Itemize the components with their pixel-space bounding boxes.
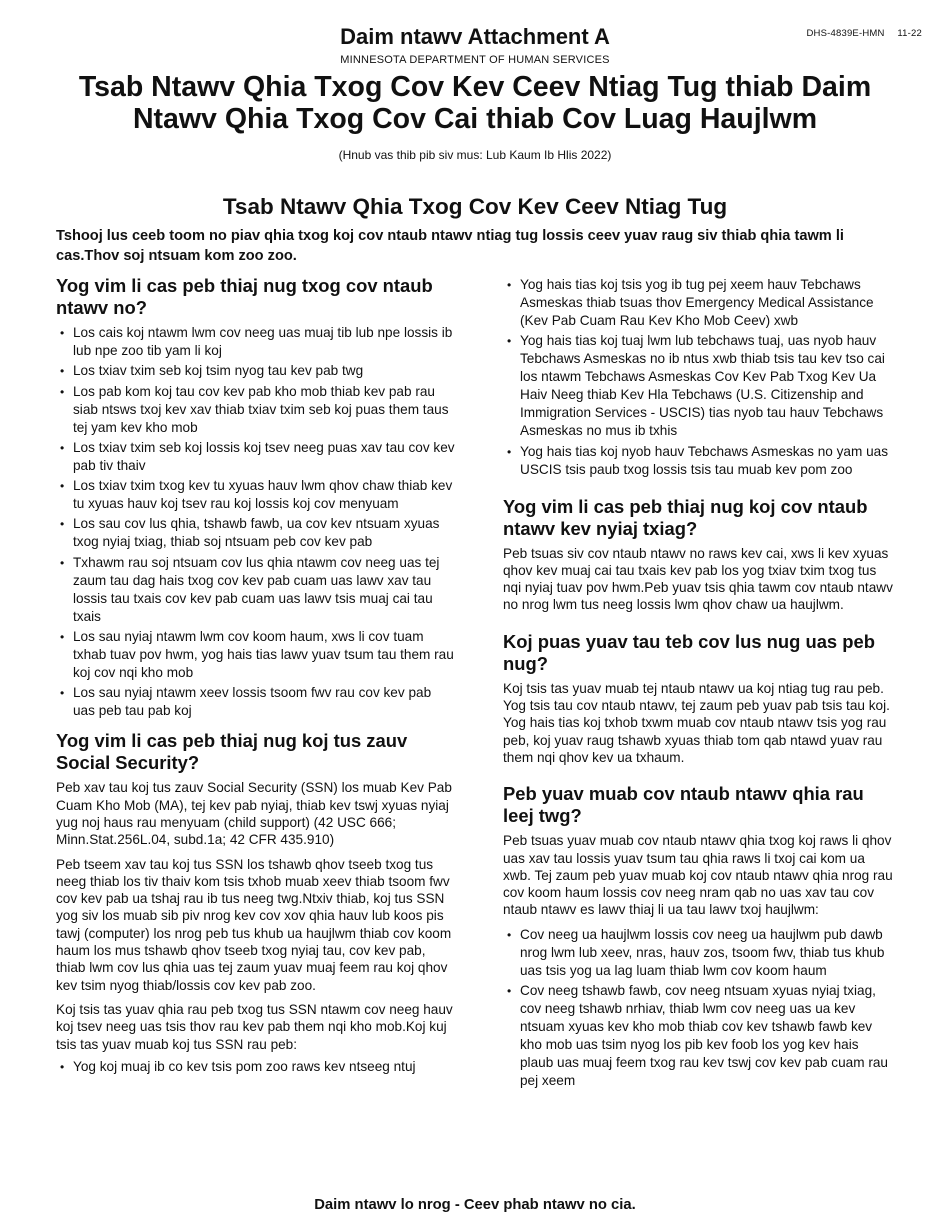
section-heading-why-ask-ssn: Yog vim li cas peb thiaj nug koj tus zauv Social Security? <box>56 730 408 774</box>
page-title <box>40 71 910 135</box>
reasons-list <box>56 324 456 720</box>
document-header <box>40 22 910 163</box>
section-heading-must-answer: Koj puas yuav tau teb cov lus nug uas peb nug? <box>503 630 875 674</box>
page-title-line-2: Ntawv Qhia Txog Cov Cai thiab Cov Luag Haujlwm <box>132 103 818 135</box>
list-item: • Cov neeg ua haujlwm lossis cov neeg ua haujlwm pub dawb nrog lwm lub xeev, nras, hauv zos, tsoom fwv, thiab tus khub uas tsis yog ua lag luam thiab lwm cov koom haum <box>503 926 895 980</box>
list-item: • Los sau nyiaj ntawm lwm cov koom haum, xws li cov tuam txhab tuav pov hwm, yog hais tias lawv yuav tsum tau them rau koj cov nqi kho mob <box>56 628 456 682</box>
revision-date: (Hnub vas thib pib siv mus: Lub Kaum Ib Hlis 2022) <box>338 148 612 162</box>
attachment-label: Daim ntawv Attachment A <box>340 24 610 49</box>
list-item: • Los txiav txim txog kev tu xyuas hauv lwm qhov chaw thiab kev tu xyuas hauv koj tsev rau koj lossis koj cov menyuam <box>56 477 456 513</box>
list-item: • Los sau nyiaj ntawm xeev lossis tsoom fwv rau cov kev pab uas peb tau pab koj <box>56 684 456 720</box>
form-number: DHS-4839E-HMN <box>806 28 885 39</box>
list-item: • Cov neeg tshawb fawb, cov neeg ntsuam xyuas nyiaj txiag, cov neeg tshawb nrhiav, thiab lwm cov neeg uas ua kev ntsuam xyuas kev kho mob thiab cov kev tshawb fawb kev kho mob uas tsim nyog los pib kev foob los yog kev hais plaub uas muaj feem txog rau kev tswj cov kev pab cuam rau pej xeem <box>503 982 895 1090</box>
ssn-paragraph-3: Koj tsis tas yuav qhia rau peb txog tus SSN ntawm cov neeg hauv koj tsev neeg uas tsis thov rau kev pab them nqi kho mob.Koj kuj tsis tas yuav muab koj tus SSN rau peb: <box>56 1001 453 1052</box>
list-item: • Yog koj muaj ib co kev tsis pom zoo raws kev ntseeg ntuj <box>56 1058 456 1076</box>
list-item: • Los txiav txim seb koj lossis koj tsev neeg puas xav tau cov kev pab tiv thaiv <box>56 439 456 475</box>
list-item: • Yog hais tias koj nyob hauv Tebchaws Asmeskas no yam uas USCIS tsis paub txog lossis tsis tau muab kev pom zoo <box>503 443 895 479</box>
form-date: 11-22 <box>897 28 922 39</box>
ssn-paragraph-1: Peb xav tau koj tus zauv Social Security (SSN) los muab Kev Pab Cuam Kho Mob (MA), tej kev pab nyiaj, thiab kev tswj xyuas nyiaj yug noj haus rau menyuam (child support) (42 USC 666; Minn.Stat.256L.04, subd.1a; 42 CFR 435.910) <box>56 780 452 848</box>
financial-info-paragraph: Peb tsuas siv cov ntaub ntawv no raws kev cai, xws li kev xyuas qhov kev muaj cai tau txais kev pab los yog txiav txim txog tus nqi nyiaj tuav pov hwm.Peb yuav tsis qhia tawm cov ntaub ntawv no nrog lwm tus neeg lossis lwm qhov chaw ua haujlwm. <box>503 545 893 613</box>
list-item: • Txhawm rau soj ntsuam cov lus qhia ntawm cov neeg uas tej zaum tau dag hais txog cov kev pab cuam uas lawv xav tau lossis tau txais cov kev pab cuam uas lawv tsis muaj cai tau txais <box>56 554 456 626</box>
privacy-notice-title: Tsab Ntawv Qhia Txog Cov Kev Ceev Ntiag Tug <box>222 194 728 219</box>
section-heading-financial-info: Yog vim li cas peb thiaj nug koj cov ntaub ntawv kev nyiaj txiag? <box>503 495 868 539</box>
left-column <box>56 275 456 1086</box>
list-item: • Los cais koj ntawm lwm cov neeg uas muaj tib lub npe lossis ib lub npe zoo tib yam li koj <box>56 324 456 360</box>
list-item: • Los txiav txim seb koj tsim nyog tau kev pab twg <box>56 362 456 380</box>
page-title-line-1: Tsab Ntawv Qhia Txog Cov Kev Ceev Ntiag Tug thiab Daim <box>78 71 872 103</box>
department-name: MINNESOTA DEPARTMENT OF HUMAN SERVICES <box>340 54 610 66</box>
who-receives-paragraph: Peb tsuas yuav muab cov ntaub ntawv qhia txog koj raws li qhov uas xav tau lossis yuav tsum tau qhia raws li txoj cai kom ua xwb. Tej zaum peb yuav muab koj cov ntaub ntawv qhia nrog rau cov koom haum lossis cov neeg nram qab no uas xav tau cov ntaub ntawv es lawv thiaj li ua tau lawv txoj haujlwm: <box>503 833 893 918</box>
ssn-exceptions-list-continued <box>503 276 895 479</box>
privacy-notice-intro: Tshooj lus ceeb toom no piav qhia txog koj cov ntaub ntawv ntiag tug lossis ceev yuav raug siv thiab qhia tawm li cas.Thov soj ntsuam kom zoo zoo. <box>56 228 844 264</box>
page-footer: Daim ntawv lo nrog - Ceev phab ntawv no cia. <box>314 1197 636 1213</box>
must-answer-paragraph: Koj tsis tas yuav muab tej ntaub ntawv ua koj ntiag tug rau peb. Yog tsis tau cov ntaub ntawv, tej zaum peb yuav pab tsis tau koj. Yog hais tias koj txhob txwm muab cov ntaub ntawv tsis yog rau peb, koj yuav raug tshawb xyuas thiab tom qab ntawd yuav rau them nqi qhov kev ua txhaum. <box>503 680 890 765</box>
recipients-list <box>503 926 895 1090</box>
ssn-exceptions-list <box>56 1058 456 1076</box>
right-column <box>503 275 895 1100</box>
section-heading-why-ask-info: Yog vim li cas peb thiaj nug txog cov ntaub ntawv no? <box>56 275 433 318</box>
list-item: • Yog hais tias koj tuaj lwm lub tebchaws tuaj, uas nyob hauv Tebchaws Asmeskas no ib ntus xwb thiab tsis tau kev tso cai los ntawm Tebchaws Asmeskas Cov Kev Pab Txog Kev Ua Haiv Neeg thiab Kev Hla Tebchaws (U.S. Citizenship and Immigration Services - USCIS) tias nyob tau hauv Tebchaws Asmeskas no mus ib txhis <box>503 332 895 440</box>
ssn-paragraph-2: Peb tseem xav tau koj tus SSN los tshawb qhov tseeb txog tus neeg thiab los tiv thaiv kom tsis txhob muab xeev thiab tsoom fwv cov kev pab ua tshaj rau ib tus neeg twg.Ntxiv thiab, koj tus SSN yog siv los muab sib piv nrog kev cov xov qhia hauv lub koos pis tawj (computer) los nrog peb tus khub ua haujlwm thiab cov koom haum los mus tshawb qhov tseeb txog nyiaj tau, cov kev pab, thiab lwm cov lus qhia uas tej zaum yuav muaj feem rau koj qhov kev tsim nyog thiab/lossis cov kev pab zoo. <box>56 856 452 993</box>
list-item: • Los sau cov lus qhia, tshawb fawb, ua cov kev ntsuam xyuas txog nyiaj txiag, thiab soj ntsuam peb cov kev pab <box>56 515 456 551</box>
section-heading-who-receives: Peb yuav muab cov ntaub ntawv qhia rau leej twg? <box>503 783 864 827</box>
list-item: • Los pab kom koj tau cov kev pab kho mob thiab kev pab rau siab ntsws txoj kev xav thiab txiav txim seb koj puas them taus tej yam kev kho mob <box>56 383 456 437</box>
list-item: • Yog hais tias koj tsis yog ib tug pej xeem hauv Tebchaws Asmeskas thiab tsuas thov Emergency Medical Assistance (Kev Pab Cuam Rau Kev Kho Mob Ceev) xwb <box>503 276 895 330</box>
